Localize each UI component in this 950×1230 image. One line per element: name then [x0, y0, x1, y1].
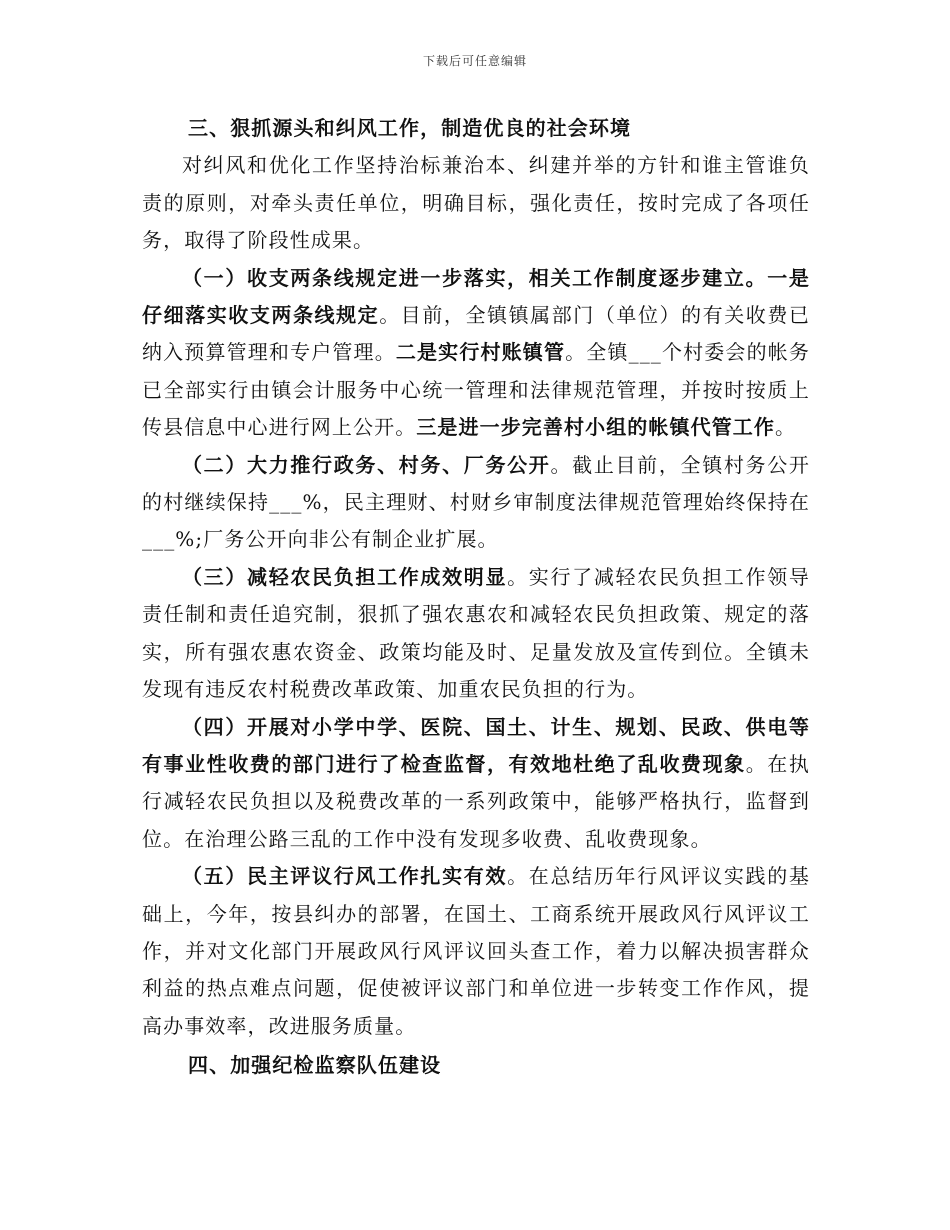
- item-1-point-1-bold: 一是仔细落实收支两条线规定: [142, 265, 810, 328]
- item-5-paragraph: [142, 858, 810, 1045]
- item-1-point-1-text: 。目前，全镇镇属部门（单位）的有关收费已纳入预算管理和专户管理。: [142, 303, 811, 365]
- item-5-lead: （五）民主评议行风工作扎实有效: [182, 864, 508, 889]
- item-1-paragraph: [142, 260, 810, 447]
- item-4-paragraph: [142, 709, 810, 859]
- item-3-lead: （三）减轻农民负担工作成效明显: [182, 564, 508, 589]
- item-2-lead: （二）大力推行政务、村务、厂务公开: [182, 452, 551, 477]
- item-3-text: 。实行了减轻农民负担工作领导责任制和责任追究制，狠抓了强农惠农和减轻农民负担政策、规定的落实，所有强农惠农资金、政策均能及时、足量发放及宣传到位。全镇未发现有违反农村税费改革政策、加重农民负担的行为。: [142, 564, 810, 702]
- item-1-point-3-text: 。: [775, 415, 797, 440]
- item-1-point-3-bold: 三是进一步完善村小组的帐镇代管工作: [416, 415, 776, 440]
- section-heading-3: 三、狠抓源头和纠风工作，制造优良的社会环境: [188, 116, 632, 140]
- item-2-text: 。截止目前，全镇村务公开的村继续保持___%，民主理财、村财乡审制度法律规范管理始终保持在___%;厂务公开向非公有制企业扩展。: [142, 452, 811, 552]
- document-body: [142, 108, 810, 1085]
- item-1-lead: （一）收支两条线规定进一步落实，相关工作制度逐步建立。: [182, 265, 768, 290]
- page-header-note: 下载后可任意编辑: [422, 54, 527, 68]
- item-1-point-2-text: 。全镇___个村委会的帐务已全部实行由镇会计服务中心统一管理和法律规范管理，并按时按质上传县信息中心进行网上公开。: [142, 340, 810, 440]
- item-2-paragraph: [142, 447, 810, 559]
- item-1-point-2-bold: 二是实行村账镇管: [395, 340, 566, 365]
- item-4-lead: （四）开展对小学中学、医院、国土、计生、规划、民政、供电等有事业性收费的部门进行了检查监督，有效地杜绝了乱收费现象: [142, 714, 810, 776]
- section-heading-4: 四、加强纪检监察队伍建设: [188, 1053, 442, 1078]
- item-4-text: 。在执行减轻农民负担以及税费改革的一系列政策中，能够严格执行，监督到位。在治理公路三乱的工作中没有发现多收费、乱收费现象。: [142, 751, 810, 851]
- section-3-intro: 对纠风和优化工作坚持治标兼治本、纠建并举的方针和谁主管谁负责的原则，对牵头责任单位，明确目标，强化责任，按时完成了各项任务，取得了阶段性成果。: [142, 153, 810, 253]
- item-3-paragraph: [142, 559, 810, 709]
- item-5-text: 。在总结历年行风评议实践的基础上，今年，按县纠办的部署，在国土、工商系统开展政风行风评议工作，并对文化部门开展政风行风评议回头查工作，着力以解决损害群众利益的热点难点问题，促使被评议部门和单位进一步转变工作作风，提高办事效率，改进服务质量。: [142, 864, 810, 1038]
